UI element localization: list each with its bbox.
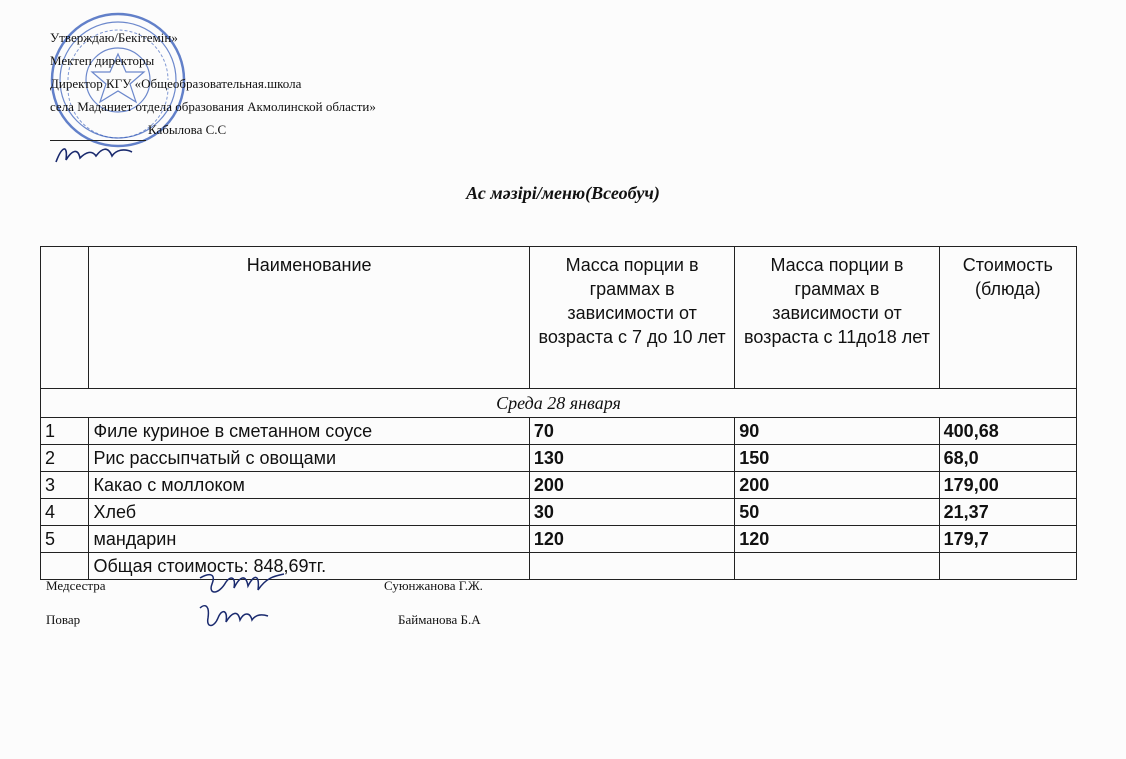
approval-line-4: села Маданиет отдела образования Акмолинской области» — [50, 99, 376, 114]
dish-cost: 21,37 — [939, 499, 1076, 526]
total-num-cell — [41, 553, 89, 580]
menu-title: Ас мәзірі/меню(Всеобуч) — [466, 183, 660, 203]
row-number: 3 — [41, 472, 89, 499]
mass-11-18: 120 — [735, 526, 939, 553]
mass-11-18: 150 — [735, 445, 939, 472]
table-row — [41, 472, 1077, 499]
day-label: Среда 28 января — [41, 389, 1077, 418]
header-cost: Стоимость (блюда) — [939, 247, 1076, 389]
mass-11-18: 200 — [735, 472, 939, 499]
header-num — [41, 247, 89, 389]
dish-name: Рис рассыпчатый с овощами — [89, 445, 529, 472]
table-row — [41, 418, 1077, 445]
director-signature — [52, 140, 142, 172]
menu-table — [40, 246, 1077, 580]
dish-cost: 400,68 — [939, 418, 1076, 445]
approval-line-1: Утверждаю/Бекітемін» — [50, 30, 178, 45]
nurse-role: Медсестра — [46, 578, 106, 593]
dish-name: Какао с моллоком — [89, 472, 529, 499]
approval-block — [50, 26, 376, 141]
nurse-name: Суюнжанова Г.Ж. — [384, 578, 483, 593]
director-signature-line — [50, 118, 376, 141]
total-empty-3 — [939, 553, 1076, 580]
approval-line-2: Мектеп директоры — [50, 53, 155, 68]
mass-7-10: 30 — [529, 499, 734, 526]
header-mass-7-10: Масса порции в граммах в зависимости от возраста с 7 до 10 лет — [529, 247, 734, 389]
day-row — [41, 389, 1077, 418]
cook-signature — [194, 600, 274, 636]
row-number: 5 — [41, 526, 89, 553]
approval-line-3: Директор КГУ «Общеобразовательная.школа — [50, 76, 302, 91]
mass-7-10: 120 — [529, 526, 734, 553]
mass-11-18: 90 — [735, 418, 939, 445]
director-name: Кабылова С.С — [148, 122, 227, 137]
header-name: Наименование — [89, 247, 529, 389]
dish-name: Хлеб — [89, 499, 529, 526]
dish-name: мандарин — [89, 526, 529, 553]
total-cost: Общая стоимость: 848,69тг. — [89, 553, 529, 580]
total-empty-2 — [735, 553, 939, 580]
header-mass-11-18: Масса порции в граммах в зависимости от возраста с 11до18 лет — [735, 247, 939, 389]
dish-name: Филе куриное в сметанном соусе — [89, 418, 529, 445]
total-row — [41, 553, 1077, 580]
mass-7-10: 130 — [529, 445, 734, 472]
dish-cost: 68,0 — [939, 445, 1076, 472]
signature-underline — [50, 124, 146, 141]
table-row — [41, 526, 1077, 553]
mass-7-10: 200 — [529, 472, 734, 499]
cook-role: Повар — [46, 612, 81, 627]
dish-cost: 179,7 — [939, 526, 1076, 553]
total-empty-1 — [529, 553, 734, 580]
table-header-row — [41, 247, 1077, 389]
row-number: 1 — [41, 418, 89, 445]
cook-name: Байманова Б.А — [398, 612, 481, 627]
row-number: 4 — [41, 499, 89, 526]
table-row — [41, 445, 1077, 472]
mass-7-10: 70 — [529, 418, 734, 445]
mass-11-18: 50 — [735, 499, 939, 526]
dish-cost: 179,00 — [939, 472, 1076, 499]
table-row — [41, 499, 1077, 526]
row-number: 2 — [41, 445, 89, 472]
